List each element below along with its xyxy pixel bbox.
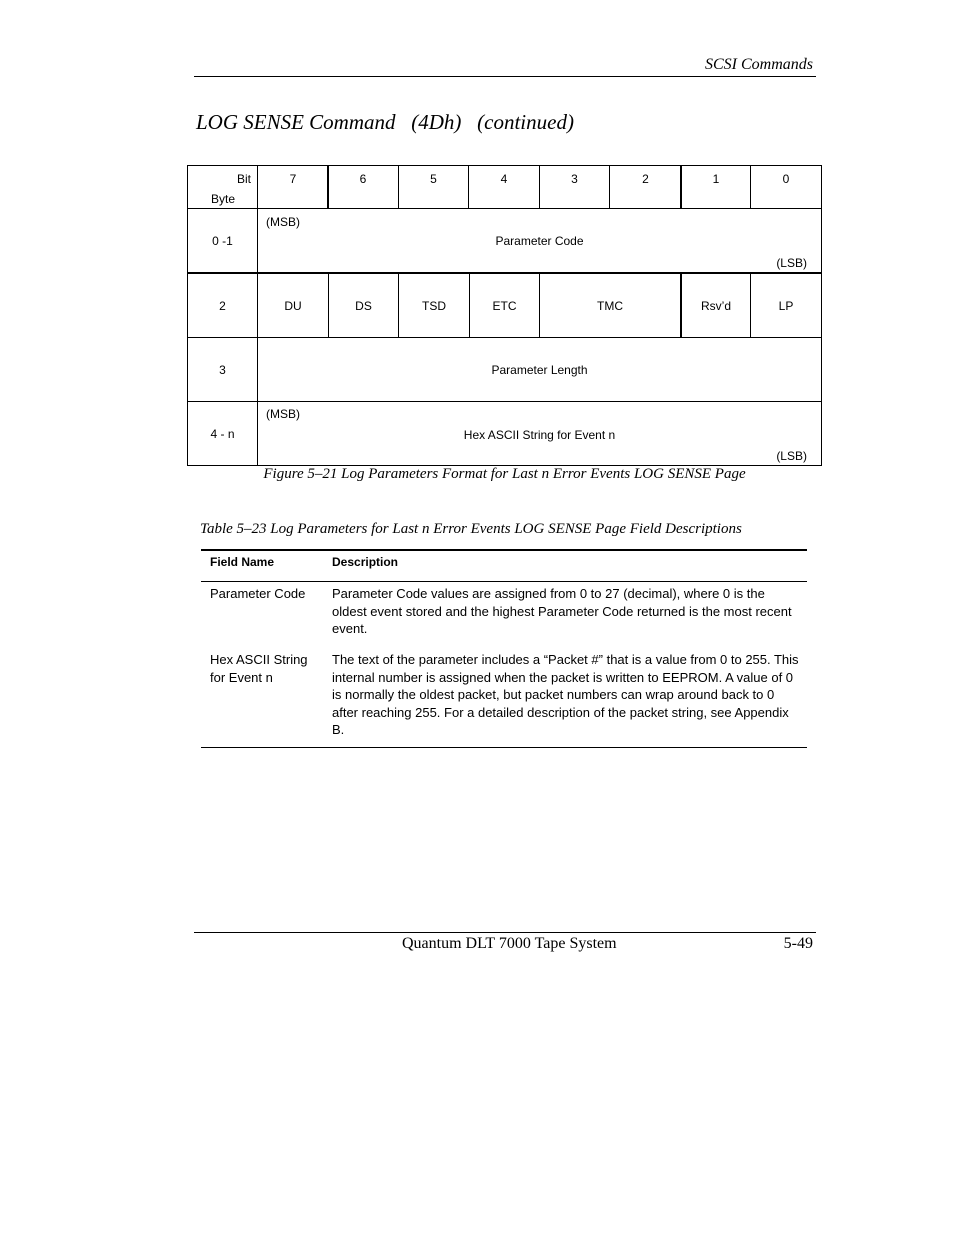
bit-label: Bit bbox=[236, 172, 251, 186]
table-top-rule bbox=[201, 549, 807, 551]
page-title: LOG SENSE Command (4Dh) (continued) bbox=[196, 110, 574, 134]
bit-2-header: 2 bbox=[642, 172, 649, 186]
bit-1-header: 1 bbox=[712, 172, 720, 186]
parameter-code-field bbox=[258, 209, 821, 272]
ds-bit: DS bbox=[355, 298, 372, 313]
footer-title: Quantum DLT 7000 Tape System bbox=[402, 935, 617, 952]
msb-marker: (MSB) bbox=[266, 407, 300, 421]
reserved-bit: Rsv’d bbox=[700, 298, 731, 313]
table-row-description: Parameter Code values are assigned from 0 to 27 (decimal), where 0 is the oldest event stored and the highest Parameter Code returned is the most recent event. bbox=[332, 586, 792, 636]
parameter-code-label: Parameter Code bbox=[495, 234, 584, 248]
table-caption: Table 5–23 Log Parameters for Last n Error Events LOG SENSE Page Field Descriptions bbox=[200, 521, 742, 537]
bit-byte-corner bbox=[188, 166, 257, 208]
figure-caption: Figure 5–21 Log Parameters Format for Last n Error Events LOG SENSE Page bbox=[263, 466, 746, 482]
column-header-description: Description bbox=[332, 555, 399, 569]
lp-bit: LP bbox=[778, 298, 794, 313]
column-header-field-name: Field Name bbox=[210, 555, 275, 569]
running-header: SCSI Commands bbox=[704, 56, 813, 73]
tmc-field: TMC bbox=[597, 298, 623, 313]
msb-marker: (MSB) bbox=[266, 215, 300, 229]
etc-bit: ETC bbox=[492, 298, 517, 313]
bit-3-header: 3 bbox=[571, 172, 578, 186]
du-bit: DU bbox=[284, 298, 302, 313]
byte-label: Byte bbox=[211, 192, 236, 206]
bit-6-header: 6 bbox=[359, 172, 367, 186]
parameter-length-field: Parameter Length bbox=[491, 362, 588, 377]
log-parameter-format-figure bbox=[187, 165, 822, 466]
byte-3-label: 3 bbox=[219, 362, 226, 377]
tsd-bit: TSD bbox=[422, 298, 446, 313]
hex-ascii-string-label: Hex ASCII String for Event n bbox=[463, 428, 616, 442]
table-row-field-name: Parameter Code bbox=[210, 586, 306, 601]
bit-0-header: 0 bbox=[782, 172, 790, 186]
lsb-marker: (LSB) bbox=[776, 256, 807, 270]
table-row-field-name: Hex ASCII String for Event n bbox=[210, 652, 308, 685]
page-number: 5-49 bbox=[783, 935, 813, 952]
byte-0-1-label: 0 -1 bbox=[212, 233, 233, 248]
bit-7-header: 7 bbox=[289, 172, 297, 186]
header-rule bbox=[194, 76, 816, 77]
table-bottom-rule bbox=[201, 747, 807, 748]
bit-5-header: 5 bbox=[430, 172, 437, 186]
lsb-marker: (LSB) bbox=[776, 449, 807, 463]
byte-2-label: 2 bbox=[219, 298, 226, 313]
table-row-description: The text of the parameter includes a “Packet #” that is a value from 0 to 255. This internal number is assigned when the packet is written to EEPROM. A value of 0 is normally the oldest packet, but packet numbers can wrap around back to 0 after reaching 255. For a detailed description of the packet string, see Appendix B. bbox=[332, 652, 799, 737]
bit-4-header: 4 bbox=[500, 172, 508, 186]
table-header-rule bbox=[201, 581, 807, 582]
footer-rule bbox=[194, 932, 816, 933]
hex-ascii-string-field bbox=[258, 402, 821, 465]
byte-4-n-label: 4 - n bbox=[210, 426, 235, 441]
